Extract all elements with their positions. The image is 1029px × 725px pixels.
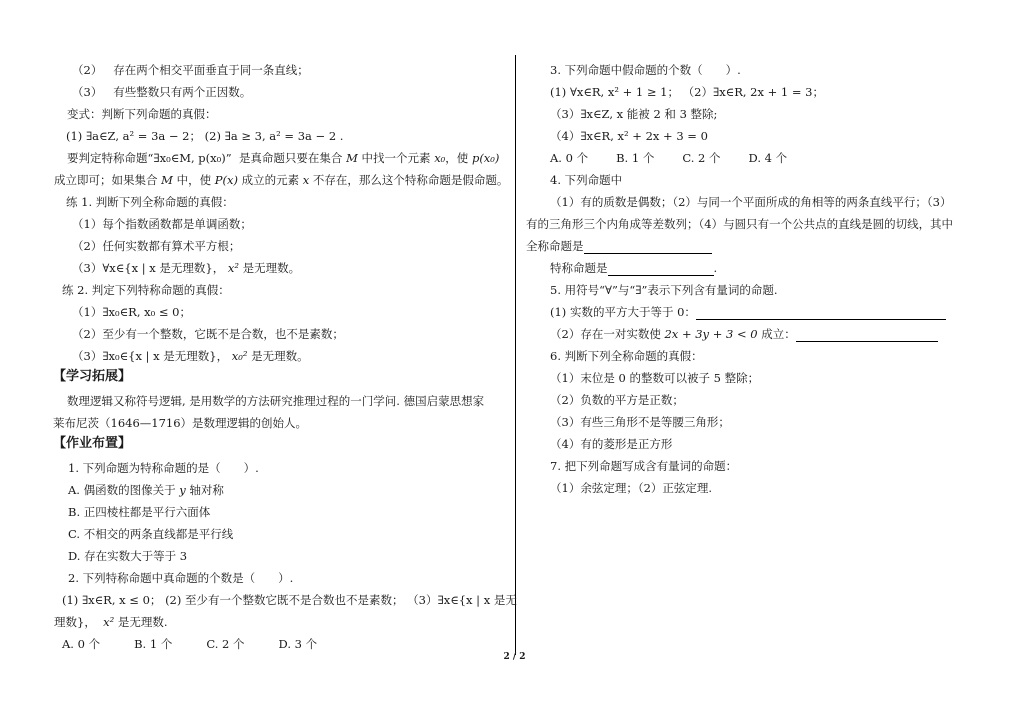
- exercise-heading: 练 1. 判断下列全称命题的真假：: [66, 195, 234, 209]
- text-line: 成立即可；如果集合 M 中，使 P(x) 成立的元素 x 不存在，那么这个特称命题是假命题。: [54, 173, 509, 187]
- list-item: （3）有些三角形不是等腰三角形；: [550, 415, 730, 429]
- list-item: （2）任何实数都有算术平方根；: [72, 239, 241, 253]
- question-body: （4）∃x∈R, x² + 2x + 3 = 0: [550, 129, 708, 143]
- question-body: （3）∃x∈Z, x 能被 2 和 3 整除;: [550, 107, 718, 121]
- option: D. 存在实数大于等于 3: [68, 549, 188, 563]
- question: 7. 把下列命题写成含有量词的命题：: [550, 459, 738, 473]
- option: B. 正四棱柱都是平行六面体: [68, 505, 211, 519]
- option: C. 不相交的两条直线都是平行线: [68, 527, 234, 541]
- list-item: （3）∃x₀∈{x | x 是无理数}， x₀² 是无理数。: [72, 349, 309, 363]
- question: 1. 下列命题为特称命题的是（ ）.: [68, 461, 259, 475]
- question-body: (1) ∃x∈R, x ≤ 0； (2) 至少有一个整数它既不是合数也不是素数； （3）∃x∈{x | x 是无: [62, 593, 517, 607]
- list-item: （3）∀x∈{x | x 是无理数}， x² 是无理数。: [72, 261, 301, 275]
- question: 5. 用符号“∀”与“∃”表示下列含有量词的命题.: [550, 283, 778, 297]
- question: 3. 下列命题中假命题的个数（ ）.: [550, 63, 741, 77]
- fill-blank-line: 特称命题是 .: [550, 261, 718, 275]
- question: 6. 判断下列全称命题的真假：: [550, 349, 703, 363]
- answer-blank[interactable]: [608, 263, 714, 276]
- formula-line: (1) ∃a∈Z, a² = 3a − 2； (2) ∃a ≥ 3, a² = 3a − 2 .: [66, 129, 344, 143]
- column-divider: [515, 55, 516, 655]
- paragraph-line: 有的三角形三个内角成等差数列；（4）与圆只有一个公共点的直线是圆的切线，其中: [526, 217, 954, 231]
- question-body: (1) ∀x∈R, x² + 1 ≥ 1； （2）∃x∈R, 2x + 1 = 3；: [550, 85, 824, 99]
- options-row: A. 0 个 B. 1 个 C. 2 个 D. 3 个: [62, 637, 318, 651]
- list-item: （1）余弦定理；（2）正弦定理.: [550, 481, 713, 495]
- list-item: （2）负数的平方是正数；: [550, 393, 684, 407]
- list-item: （2）至少有一个整数，它既不是合数，也不是素数；: [72, 327, 344, 341]
- list-item: （1）每个指数函数都是单调函数；: [72, 217, 252, 231]
- text-line: （2） 存在两个相交平面垂直于同一条直线；: [72, 63, 309, 77]
- paragraph-line: （1）有的质数是偶数；（2）与同一个平面所成的角相等的两条直线平行；（3）: [550, 195, 952, 209]
- page-number: 2 / 2: [503, 652, 526, 662]
- options-row: A. 0 个 B. 1 个 C. 2 个 D. 4 个: [550, 151, 788, 165]
- text-line: （3） 有些整数只有两个正因数。: [72, 85, 252, 99]
- fill-blank-line: （2）存在一对实数使 2x + 3y + 3 < 0 成立：: [550, 326, 938, 342]
- question: 4. 下列命题中: [550, 173, 623, 187]
- fill-blank-line: 全称命题是: [526, 238, 712, 254]
- section-heading: 【作业布置】: [53, 436, 132, 451]
- answer-blank[interactable]: [696, 307, 946, 320]
- question-body: 理数}， x² 是无理数.: [54, 615, 168, 629]
- fill-blank-line: (1) 实数的平方大于等于 0：: [550, 304, 946, 320]
- option: A. 偶函数的图像关于 y 轴对称: [68, 483, 224, 497]
- answer-blank[interactable]: [796, 329, 938, 342]
- exercise-heading: 练 2. 判定下列特称命题的真假：: [62, 283, 230, 297]
- question: 2. 下列特称命题中真命题的个数是（ ）.: [68, 571, 294, 585]
- list-item: （1）末位是 0 的整数可以被子 5 整除；: [550, 371, 760, 385]
- text-line: 要判定特称命题“∃x₀∈M, p(x₀)” 是真命题只要在集合 M 中找一个元素 x₀，使 p(x₀): [67, 151, 500, 165]
- list-item: （4）有的菱形是正方形: [550, 437, 673, 451]
- text-line: 变式：判断下列命题的真假：: [67, 107, 217, 121]
- paragraph-line: 莱布尼茨（1646—1716）是数理逻辑的创始人。: [53, 416, 308, 430]
- paragraph-line: 数理逻辑又称符号逻辑, 是用数学的方法研究推理过程的一门学问. 德国启蒙思想家: [67, 394, 485, 408]
- answer-blank[interactable]: [584, 241, 712, 254]
- section-heading: 【学习拓展】: [53, 369, 132, 384]
- list-item: （1）∃x₀∈R, x₀ ≤ 0；: [72, 305, 191, 319]
